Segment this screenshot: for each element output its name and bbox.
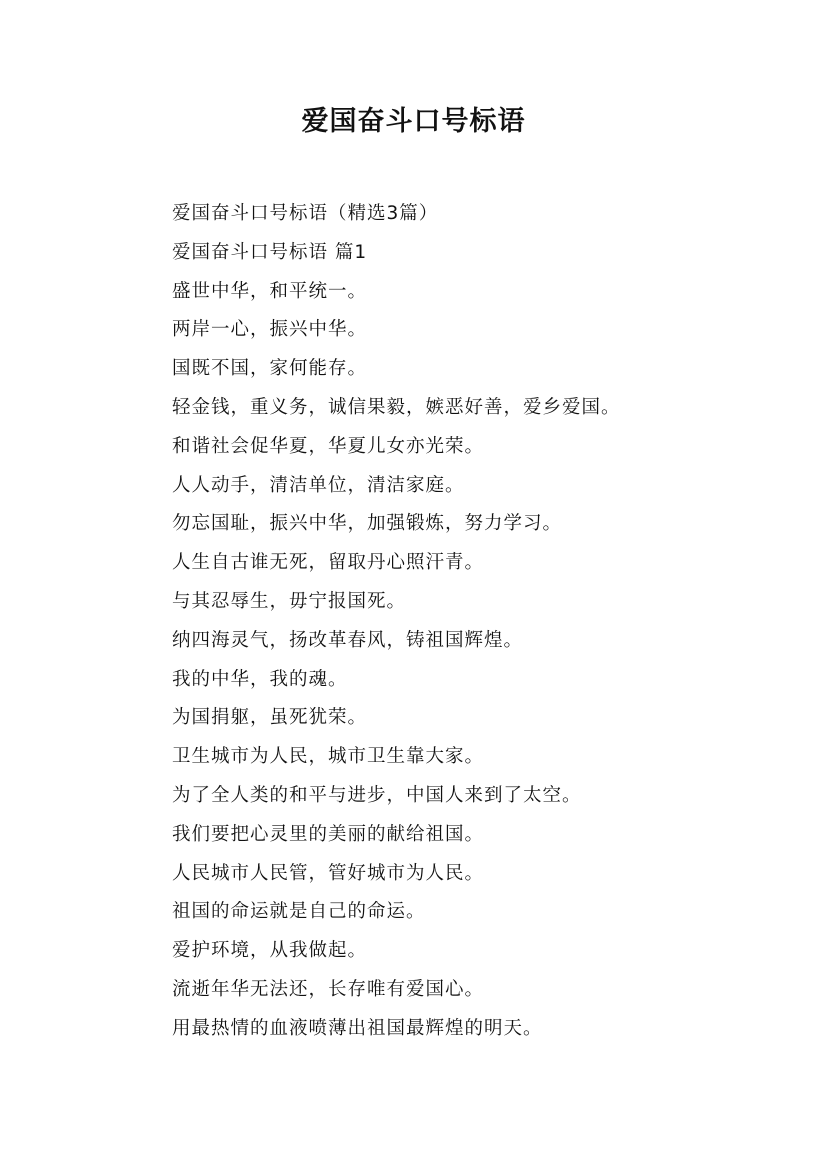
- slogan-line: 我的中华，我的魂。: [172, 668, 348, 690]
- slogan-line: 与其忍辱生，毋宁报国死。: [172, 590, 407, 612]
- slogan-line: 盛世中华，和平统一。: [172, 280, 368, 302]
- slogan-line: 用最热情的血液喷薄出祖国最辉煌的明天。: [172, 1017, 543, 1039]
- slogan-line: 我们要把心灵里的美丽的献给祖国。: [172, 823, 485, 845]
- slogan-line: 纳四海灵气，扬改革春风，铸祖国辉煌。: [172, 629, 524, 651]
- document-subtitle: 爱国奋斗口号标语（精选3篇）: [172, 203, 439, 224]
- slogan-line: 为国捐躯，虽死犹荣。: [172, 707, 368, 729]
- slogan-line: 爱护环境，从我做起。: [172, 940, 368, 962]
- slogan-line: 国既不国，家何能存。: [172, 358, 368, 380]
- slogan-line: 和谐社会促华夏，华夏儿女亦光荣。: [172, 435, 485, 457]
- slogan-line: 人生自古谁无死，留取丹心照汗青。: [172, 552, 485, 574]
- slogan-line: 流逝年华无法还，长存唯有爱国心。: [172, 978, 485, 1000]
- slogan-line: 轻金钱，重义务，诚信果毅，嫉恶好善，爱乡爱国。: [172, 396, 621, 418]
- slogan-line: 为了全人类的和平与进步，中国人来到了太空。: [172, 784, 582, 806]
- slogan-line: 两岸一心，振兴中华。: [172, 319, 368, 341]
- document-body: [172, 195, 772, 1049]
- slogan-line: 人民城市人民管，管好城市为人民。: [172, 862, 485, 884]
- slogan-line: 卫生城市为人民，城市卫生靠大家。: [172, 746, 485, 768]
- section-heading: 爱国奋斗口号标语 篇1: [172, 241, 368, 263]
- slogan-line: 人人动手，清洁单位，清洁家庭。: [172, 474, 465, 496]
- document-title: 爱国奋斗口号标语: [301, 106, 526, 137]
- slogan-line: 勿忘国耻，振兴中华，加强锻炼，努力学习。: [172, 513, 563, 535]
- slogan-line: 祖国的命运就是自己的命运。: [172, 901, 426, 923]
